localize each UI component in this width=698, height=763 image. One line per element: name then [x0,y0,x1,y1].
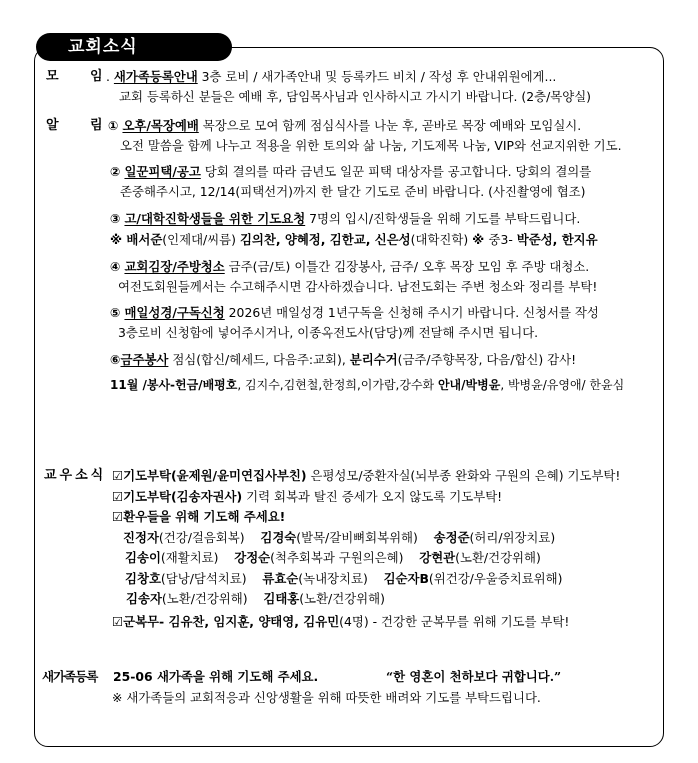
patient-name: 김송이 [125,550,161,565]
notice-title: 고/대학진학생들을 위한 기도요청 [124,211,306,226]
notice-text: 금주(금/토) 이틀간 김장봉사, 금주/ 오후 목장 모임 후 주방 대청소. [224,259,590,274]
patients-row-4 [126,590,385,607]
patients-row-2 [125,549,541,566]
notice-title: 오후/목장예배 [122,118,199,133]
notice-text: 당회 결의를 따라 금년도 일꾼 피택 대상자를 공고합니다. 당회의 결의를 [200,164,592,179]
military-item [112,613,569,630]
notice-number: ⑥ [110,352,121,367]
student-names: 김의찬, 양혜정, 김한교, 신은성 [239,232,411,247]
patient-name: 진정자 [123,530,159,545]
notice-number: ③ [110,211,121,226]
student-note: (대학진학) [410,232,473,247]
notice-title: 금주봉사 [120,352,169,367]
service-names: , 김지수,김현철,한정희,이가람,강수화 [237,378,438,392]
student-grade: 중3- [488,232,517,247]
patient-name: 강정순 [234,550,271,565]
patient-note: (위건강/우울증치료위해) [428,571,563,586]
patient-note: (건강/걸음회복) [158,530,245,545]
patient-note: (허리/위장치료) [469,530,556,545]
notice-item-4 [110,258,589,275]
patient-name: 강현관 [419,550,456,565]
notice-text: 목장으로 모여 함께 점심식사를 나눈 후, 곧바로 목장 예배와 모임실시. [198,118,582,133]
notice-number: ⑤ [110,305,121,320]
gathering-text: 3층 로비 / 새가족안내 및 등록카드 비치 / 작성 후 안내위원에게... [197,69,557,84]
member-title: 환우들을 위해 기도해 주세요! [123,509,286,524]
usher-heading: 안내/박병윤 [437,378,501,392]
gathering-sep: . [106,69,110,84]
patient-note: (척추회복과 구원의은혜) [270,550,404,565]
notice-text: (금주/주향목장, 다음/합신) 감사! [397,352,577,367]
notice-text: 점심(합신/헤세드, 다음주:교회), [168,352,350,367]
member-title: 기도부탁(김송자권사) [123,489,243,504]
patient-name: 김경숙 [260,530,297,545]
patient-note: (노환/건강위해) [161,591,248,606]
notice-title: 교회김장/주방청소 [124,259,225,274]
notices-label-left: 알 [46,118,59,133]
newfamily-quote: “한 영혼이 천하보다 귀합니다.” [386,669,562,684]
notice-item-1 [108,117,581,134]
patient-name: 김창호 [125,571,161,586]
notices-label-right: 림 [90,118,103,133]
monthly-service [110,377,624,394]
members-label: 교우소식 [44,468,107,483]
notice-text: 2026년 매일성경 1년구독을 신청해 주시기 바랍니다. 신청서를 작성 [224,305,599,320]
note-mark: ※ [472,232,489,247]
patient-name: 송정준 [433,530,470,545]
patient-note: (노환/건강위해) [299,591,385,606]
patient-name: 김태홍 [263,591,300,606]
student-name: 배서준 [126,232,163,247]
military-text: (4명) - 건강한 군복무를 위해 기도를 부탁! [339,614,570,629]
notice-item-3-line-2 [110,231,598,248]
notice-item-3 [110,210,580,227]
checkbox-icon: ☑ [112,509,124,524]
notice-number: ④ [110,259,121,274]
patient-name: 류효순 [262,571,299,586]
checkbox-icon: ☑ [112,614,124,629]
gathering-title: 새가족등록안내 [113,69,198,84]
notice-item-5 [110,304,599,321]
checkbox-icon: ☑ [112,489,124,504]
notice-text: 7명의 입시/진학생들을 위해 기도를 부탁드립니다. [305,211,581,226]
member-item-1 [112,467,620,484]
military-names: 군복무- 김유찬, 임지훈, 양태영, 김유민 [123,614,340,629]
patient-note: (담낭/담석치료) [160,571,247,586]
member-text: 은평성모/중환자실(뇌부종 완화와 구원의 은혜) 기도부탁! [306,468,621,483]
service-heading: 11월 /봉사-헌금/배평호 [110,378,238,392]
notice-title: 일꾼피택/공고 [124,164,201,179]
gathering-label-left: 모 [46,69,59,84]
notice-item-2 [110,163,591,180]
gathering-label-right: 임 [90,69,103,84]
notice-item-2-line-2: 존중해주시고, 12/14(피택선거)까지 한 달간 기도로 준비 바랍니다. (사진촬영에 협조) [120,184,586,199]
notice-item-4-line-2: 여전도회원들께서는 수고해주시면 감사하겠습니다. 남전도회는 주변 청소와 정리를 부탁! [118,279,598,294]
checkbox-icon: ☑ [112,468,124,483]
patient-note: (재활치료) [160,550,219,565]
gathering-line-1 [106,68,556,85]
notice-title: 매일성경/구독신청 [124,305,225,320]
notice-number: ② [110,164,121,179]
page-title: 교회소식 [68,37,138,57]
student-note: (인제대/씨름) [162,232,240,247]
notice-item-5-line-2: 3층로비 신청함에 넣어주시거나, 이종옥전도사(담당)께 전달해 주시면 됩니다. [118,325,539,340]
patient-name: 김송자 [126,591,162,606]
notice-number: ① [108,118,119,133]
patient-note: (녹내장치료) [298,571,368,586]
patients-row-1 [123,529,555,546]
patient-name: 김순자B [383,571,429,586]
note-mark: ※ [110,232,127,247]
patient-note: (노환/건강위해) [455,550,541,565]
patient-note: (발목/갈비뼈회복위해) [296,530,418,545]
gathering-line-2: 교회 등록하신 분들은 예배 후, 담임목사님과 인사하시고 가시기 바랍니다. (2층/목양실) [119,89,592,104]
newfamily-line-2: ※ 새가족들의 교회적응과 신앙생활을 위해 따뜻한 배려와 기도를 부탁드립니다. [112,690,541,705]
newfamily-label: 새가족등록 [42,669,98,684]
notice-subtitle: 분리수거 [349,352,398,367]
member-title: 기도부탁(윤제원/윤미연집사부친) [123,468,307,483]
member-item-2 [112,488,502,505]
usher-names: , 박병윤/유영애/ 한윤심 [500,378,625,392]
student-names: 박준성, 한지유 [516,232,598,247]
notice-item-1-line-2: 오전 말씀을 함께 나누고 적용을 위한 토의와 삶 나눔, 기도제목 나눔, VIP와 선교지위한 기도. [120,138,622,153]
notice-item-6 [110,351,576,368]
patients-row-3 [125,570,562,587]
member-text: 기력 회복과 탈진 증세가 오지 않도록 기도부탁! [242,489,503,504]
newfamily-line-1: 25-06 새가족을 위해 기도해 주세요. [113,669,319,684]
member-item-3 [112,508,285,525]
